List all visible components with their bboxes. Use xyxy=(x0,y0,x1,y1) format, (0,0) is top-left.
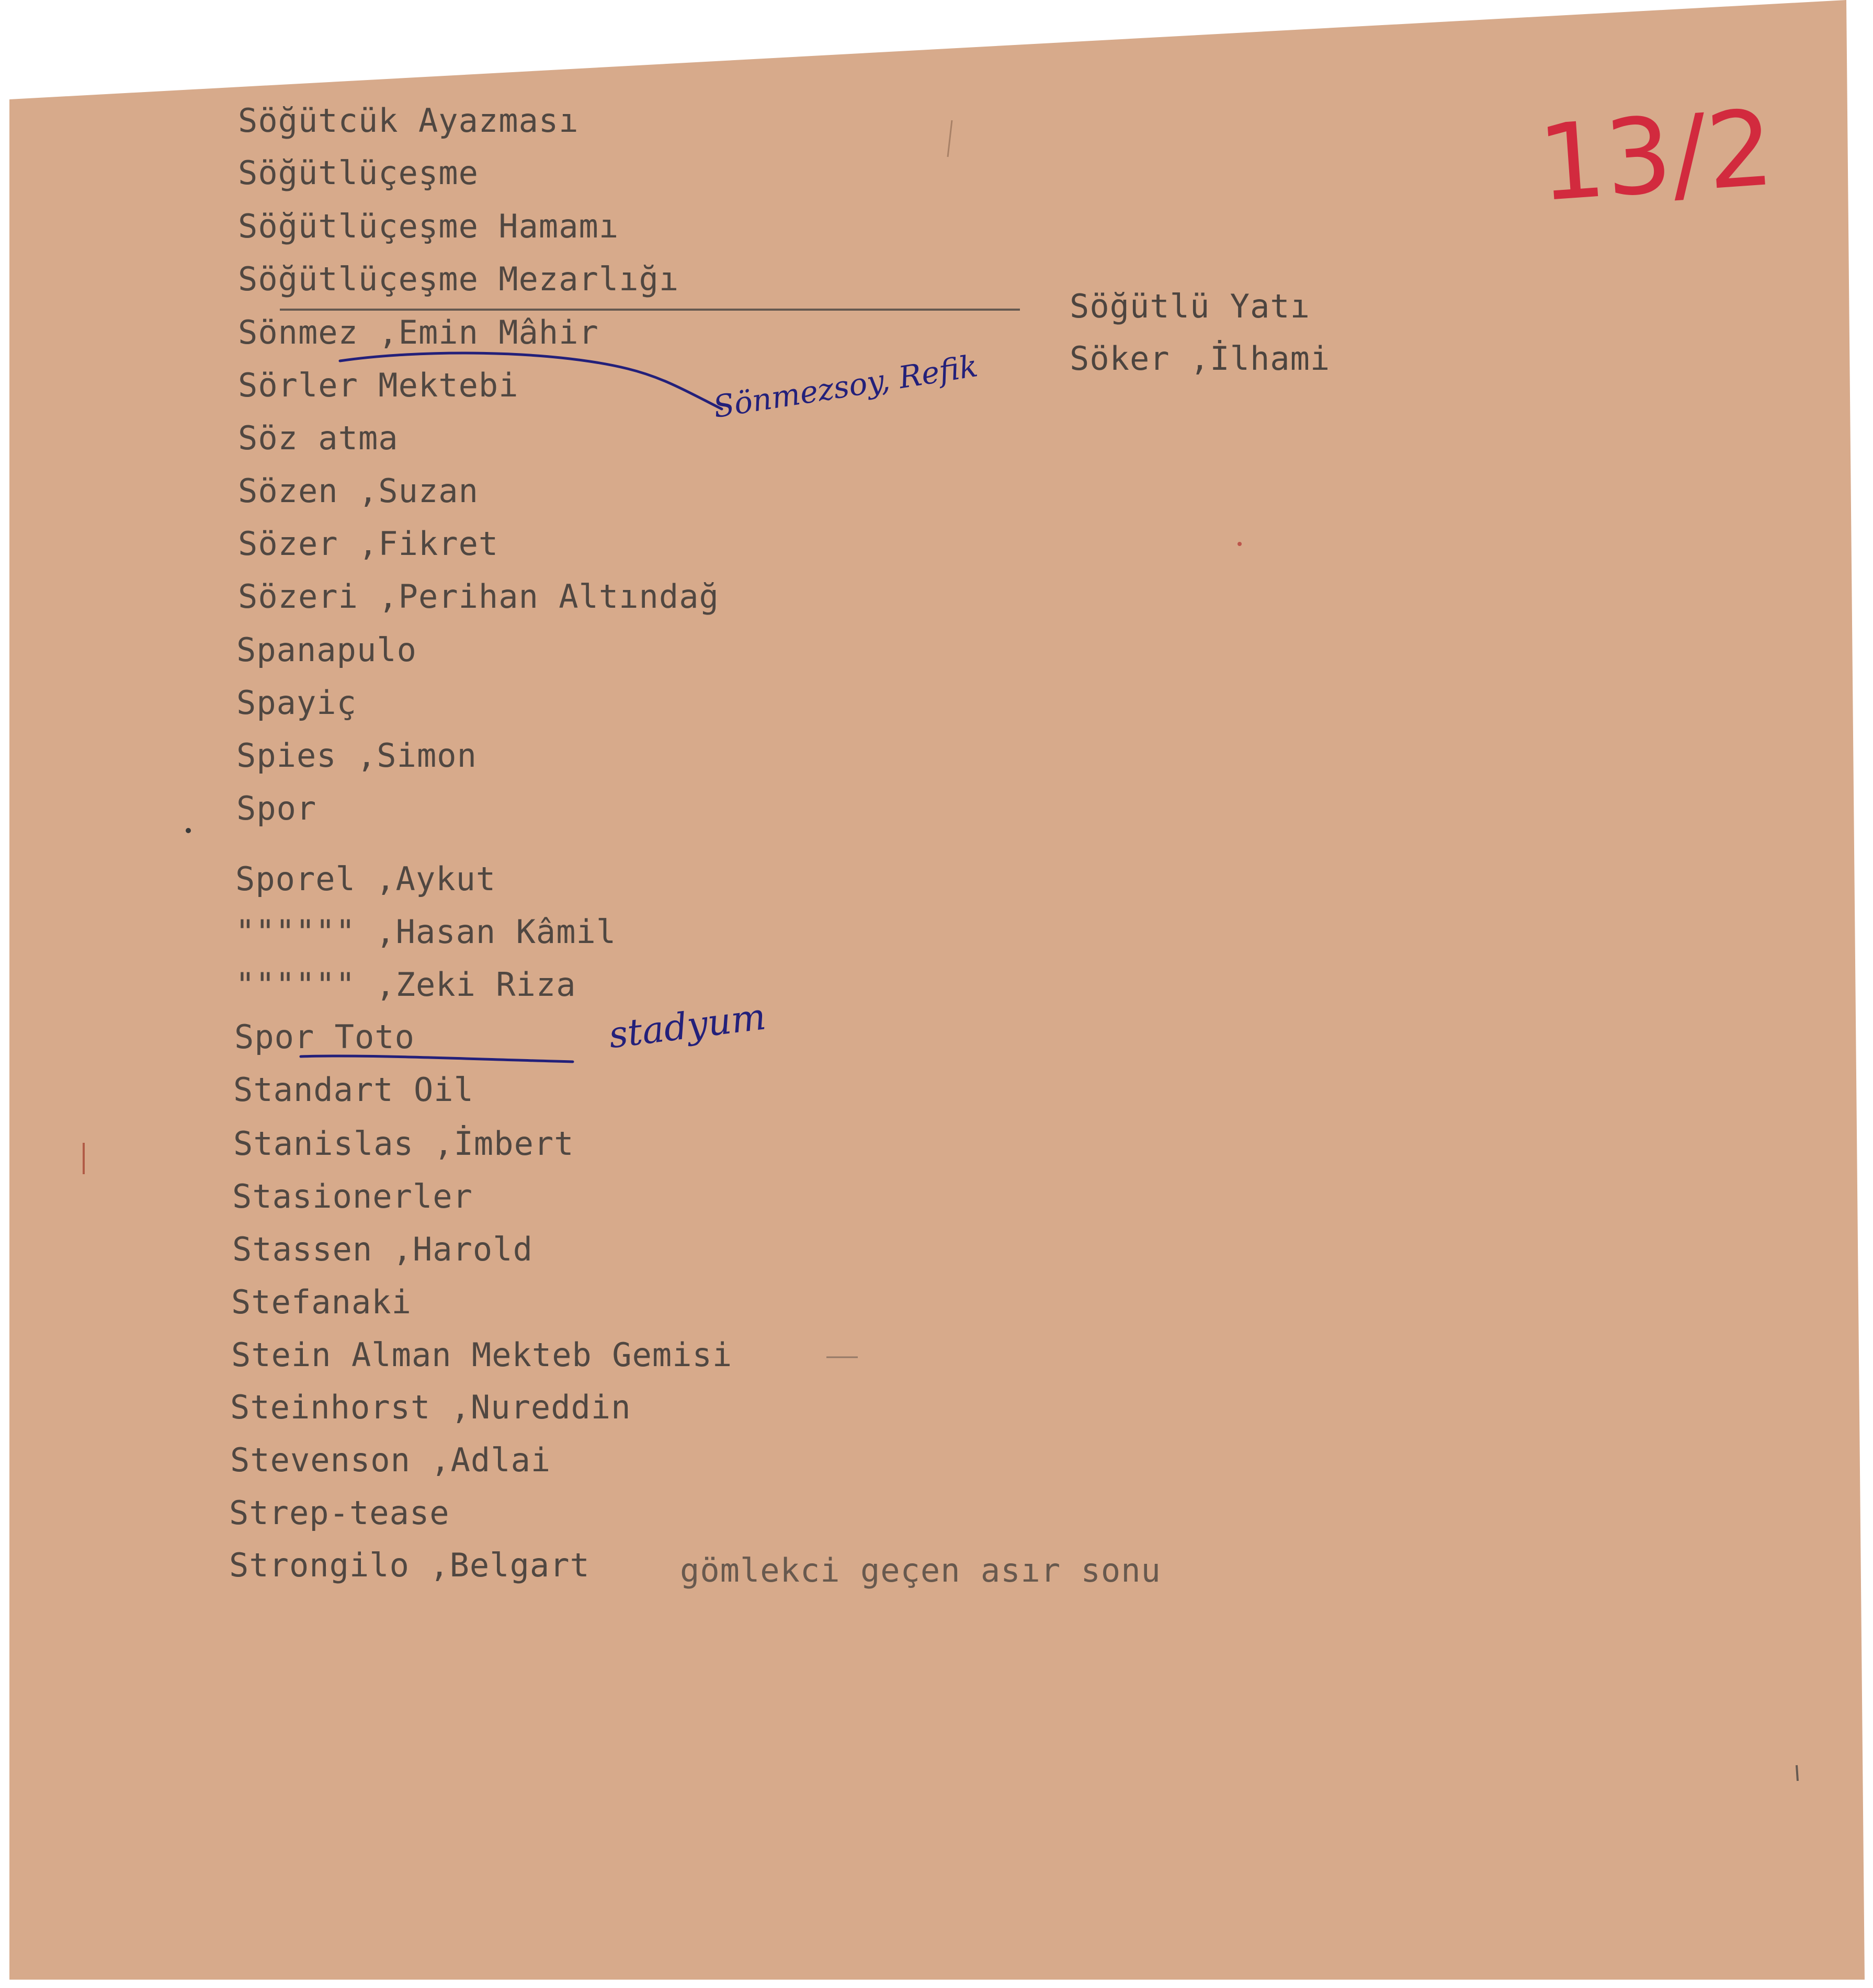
handwritten-note-sonmez: Sönmezsoy, Refik xyxy=(711,348,980,425)
handwritten-note-spor-toto: stadyum xyxy=(606,995,768,1057)
index-entry: Stassen ,Harold xyxy=(232,1230,533,1268)
index-entry: Söker ,İlhami xyxy=(1070,339,1331,378)
index-entry: """""" ,Hasan Kâmil xyxy=(235,913,617,951)
index-entry: Standart Oil xyxy=(233,1071,474,1109)
index-entry: Sözer ,Fikret xyxy=(238,525,499,563)
index-entry: Strep-tease xyxy=(229,1494,450,1532)
index-entry: Spanapulo xyxy=(236,631,417,669)
index-entry: Sporel ,Aykut xyxy=(235,860,496,898)
index-entry: Stasionerler xyxy=(232,1177,473,1215)
index-entry: Stein Alman Mekteb Gemisi xyxy=(231,1336,733,1374)
typed-note: gömlekci geçen asır sonu xyxy=(680,1551,1161,1589)
index-entry: Spayiç xyxy=(236,684,357,722)
index-entry: """""" ,Zeki Riza xyxy=(235,965,576,1004)
index-entry: Söğütlü Yatı xyxy=(1070,287,1310,325)
index-entry: Sözen ,Suzan xyxy=(238,472,479,510)
index-entry: Söğütcük Ayazması xyxy=(238,101,579,140)
index-entry: Spor xyxy=(236,789,317,827)
index-entry: Spor Toto xyxy=(234,1018,415,1056)
index-entry: Stanislas ,İmbert xyxy=(233,1124,574,1163)
index-entry: Söğütlüçeşme Mezarlığı xyxy=(238,260,679,298)
folio-number: 13/2 xyxy=(1534,87,1778,225)
index-entry: Söğütlüçeşme xyxy=(238,154,479,192)
index-entry: Stevenson ,Adlai xyxy=(230,1441,551,1479)
index-entry: Spies ,Simon xyxy=(236,736,477,775)
index-entry: Sözeri ,Perihan Altındağ xyxy=(238,577,719,616)
index-entry: Steinhorst ,Nureddin xyxy=(230,1388,631,1426)
index-entry: Söğütlüçeşme Hamamı xyxy=(238,207,619,245)
index-entry: Söz atma xyxy=(238,419,399,457)
index-entry: Sönmez ,Emin Mâhir xyxy=(238,313,599,351)
index-entry: Stefanaki xyxy=(231,1283,412,1321)
index-entry: Sörler Mektebi xyxy=(238,366,519,404)
index-entry: Strongilo ,Belgart xyxy=(229,1546,590,1584)
